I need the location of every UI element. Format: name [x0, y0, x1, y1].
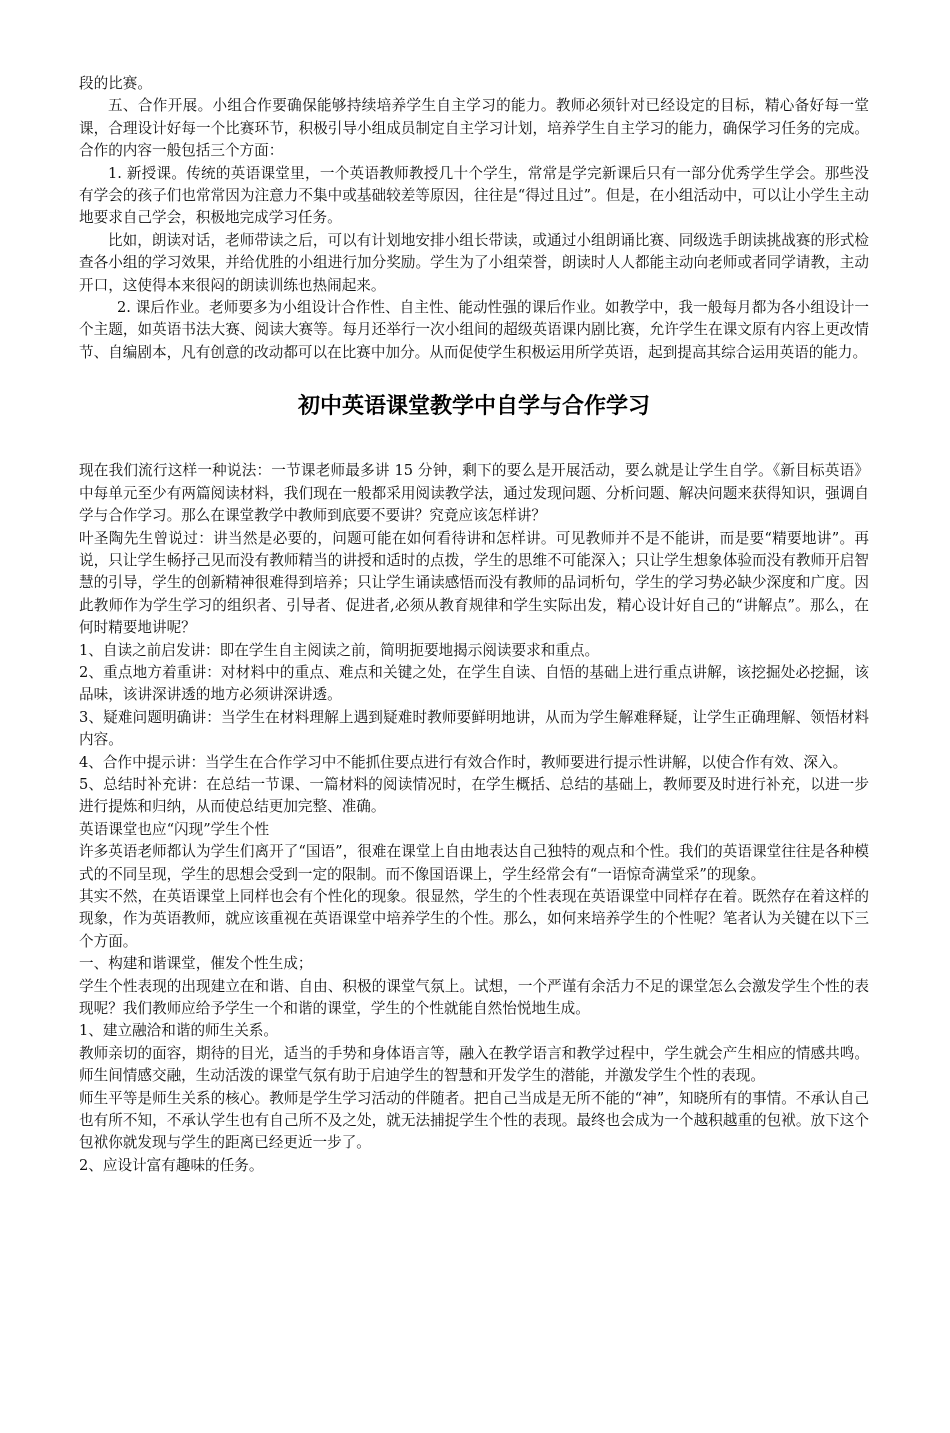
list-item: 4、合作中提示讲：当学生在合作学习中不能抓住要点进行有效合作时，教师要进行提示性讲解，以使合作有效、深入。 — [79, 753, 848, 771]
paragraph: 比如，朗读对话，老师带读之后，可以有计划地安排小组长带读，或通过小组朗诵比赛、同级选手朗读挑战赛的形式检查各小组的学习效果，并给优胜的小组进行加分奖励。学生为了小组荣誉，朗读时人人都能主动向老师或者同学请教，主动开口，这使得本来很闷的朗读训练也热闹起来。 — [79, 231, 869, 294]
section-heading: 一、构建和谐课堂，催发个性生成； — [79, 955, 313, 973]
document-page — [79, 73, 869, 1177]
paragraph: 学生个性表现的出现建立在和谐、自由、积极的课堂气氛上。试想，一个严谨有余活力不足的课堂怎么会激发学生个性的表现呢？我们教师应给予学生一个和谐的课堂，学生的个性就能自然怡悦地生成。 — [79, 977, 869, 1018]
paragraph: 现在我们流行这样一种说法：一节课老师最多讲 15 分钟，剩下的要么是开展活动，要么就是让学生自学。《新目标英语》中每单元至少有两篇阅读材料，我们现在一般都采用阅读教学法，通过发现问题、分析问题、解决问题来获得知识，强调自学与合作学习。那么在课堂教学中教师到底要不要讲？究竟应该怎样讲？ — [79, 462, 869, 525]
paragraph: 五、合作开展。小组合作要确保能够持续培养学生自主学习的能力。教师必须针对已经设定的目标，精心备好每一堂课，合理设计好每一个比赛环节，积极引导小组成员制定自主学习计划，培养学生自主学习的能力，确保学习任务的完成。合作的内容一般包括三个方面： — [79, 97, 869, 160]
section-heading: 英语课堂也应“闪现”学生个性 — [79, 820, 270, 838]
paragraph: 师生平等是师生关系的核心。教师是学生学习活动的伴随者。把自己当成是无所不能的“神”，知晓所有的事情。不承认自己也有所不知，不承认学生也有自己所不及之处，就无法捕捉学生个性的表现。最终也会成为一个越积越重的包袱。放下这个包袱你就发现与学生的距离已经更近一步了。 — [79, 1089, 869, 1152]
list-item: 3、疑难问题明确讲：当学生在材料理解上遇到疑难时教师要鲜明地讲，从而为学生解难释疑，让学生正确理解、领悟材料内容。 — [79, 708, 869, 749]
article-title: 初中英语课堂教学中自学与合作学习 — [297, 394, 650, 420]
paragraph: 1. 新授课。传统的英语课堂里，一个英语教师教授几十个学生，常常是学完新课后只有一部分优秀学生学会。那些没有学会的孩子们也常常因为注意力不集中或基础较差等原因，往往是“得过且过”。但是，在小组活动中，可以让小学生主动地要求自己学会，积极地完成学习任务。 — [79, 164, 869, 227]
paragraph: 教师亲切的面容，期待的目光，适当的手势和身体语言等，融入在教学语言和教学过程中，学生就会产生相应的情感共鸣。师生间情感交融，生动活泼的课堂气氛有助于启迪学生的智慧和开发学生的潜能，并激发学生个性的表现。 — [79, 1044, 869, 1085]
paragraph: 2. 课后作业。老师要多为小组设计合作性、自主性、能动性强的课后作业。如教学中，我一般每月都为各小组设计一个主题，如英语书法大赛、阅读大赛等。每月还举行一次小组间的超级英语课内剧比赛，允许学生在课文原有内容上更改情节、自编剧本，凡有创意的改动都可以在比赛中加分。从而促使学生积极运用所学英语，起到提高其综合运用英语的能力。 — [79, 299, 869, 361]
paragraph: 许多英语老师都认为学生们离开了“国语”，很难在课堂上自由地表达自己独特的观点和个性。我们的英语课堂往往是各种模式的不同呈现，学生的思想会受到一定的限制。而不像国语课上，学生经常会有“一语惊奇满堂采”的现象。 — [79, 843, 869, 883]
list-item: 2、重点地方着重讲：对材料中的重点、难点和关键之处，在学生自读、自悟的基础上进行重点讲解，该挖掘处必挖掘，该品味，该讲深讲透的地方必须讲深讲透。 — [79, 663, 869, 704]
list-item: 1、自读之前启发讲：即在学生自主阅读之前，简明扼要地揭示阅读要求和重点。 — [79, 641, 600, 659]
paragraph: 其实不然，在英语课堂上同样也会有个性化的现象。很显然，学生的个性表现在英语课堂中同样存在着。既然存在着这样的现象，作为英语教师，就应该重视在英语课堂中培养学生的个性。那么，如何来培养学生的个性呢？笔者认为关键在以下三个方面。 — [79, 888, 869, 950]
list-item: 5、总结时补充讲：在总结一节课、一篇材料的阅读情况时，在学生概括、总结的基础上，教师要及时进行补充，以进一步进行提炼和归纳，从而使总结更加完整、准确。 — [79, 775, 869, 816]
section-heading: 2、应设计富有趣味的任务。 — [79, 1156, 264, 1174]
section-heading: 1、建立融洽和谐的师生关系。 — [79, 1022, 279, 1040]
paragraph: 段的比赛。 — [79, 75, 152, 92]
paragraph: 叶圣陶先生曾说过：讲当然是必要的，问题可能在如何看待讲和怎样讲。可见教师并不是不能讲，而是要“精要地讲”。再说，只让学生畅抒己见而没有教师精当的讲授和适时的点拨，学生的思维不可能深入；只让学生想象体验而没有教师开启智慧的引导，学生的创新精神很难得到培养；只让学生诵读感悟而没有教师的品词析句，学生的学习势必缺少深度和广度。因此教师作为学生学习的组织者、引导者、促进者,必须从教育规律和学生实际出发，精心设计好自己的“讲解点”。那么，在何时精要地讲呢？ — [79, 529, 869, 637]
